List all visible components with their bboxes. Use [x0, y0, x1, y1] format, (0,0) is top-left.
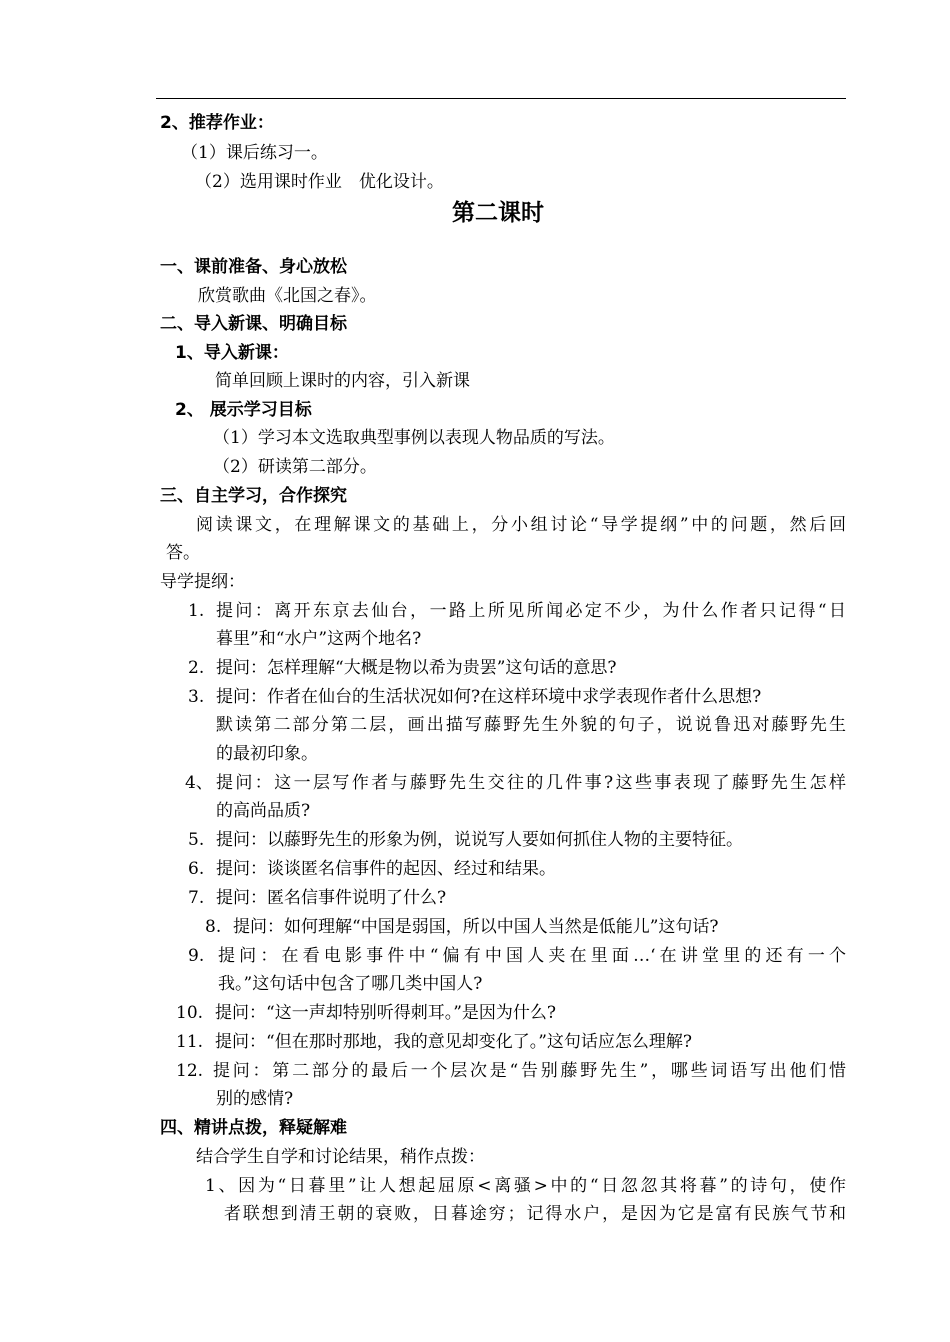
question-6-number: 6.	[188, 859, 205, 879]
question-3-number: 3.	[188, 687, 205, 707]
section-3-intro-line-2: 答。	[166, 543, 200, 563]
question-9-line-2: 我。”这句话中包含了哪几类中国人?	[218, 974, 483, 994]
section-2-sub-2: 2、 展示学习目标	[175, 400, 312, 420]
question-5: 提问：以藤野先生的形象为例，说说写人要如何抓住人物的主要特征。	[216, 830, 743, 850]
question-3-line-1: 提问：作者在仙台的生活状况如何?在这样环境中求学表现作者什么思想?	[216, 687, 762, 707]
question-12-line-2: 别的感情?	[216, 1089, 294, 1109]
question-2: 提问：怎样理解“大概是物以希为贵罢”这句话的意思?	[216, 658, 617, 678]
section-3-heading: 三、自主学习，合作探究	[160, 486, 347, 506]
header-rule	[156, 98, 846, 99]
goal-1: （1）学习本文选取典型事例以表现人物品质的写法。	[213, 428, 615, 448]
section-1-text: 欣赏歌曲《北国之春》。	[198, 286, 377, 306]
question-1-line-2: 暮里”和“水户”这两个地名?	[216, 629, 422, 649]
question-6: 提问：谈谈匿名信事件的起因、经过和结果。	[216, 859, 556, 879]
section-4-intro: 结合学生自学和讨论结果，稍作点拨：	[196, 1147, 485, 1167]
question-4-line-1: 提问：这一层写作者与藤野先生交往的几件事?这些事表现了藤野先生怎样	[216, 773, 846, 793]
section-3-intro-line-1: 阅读课文，在理解课文的基础上，分小组讨论“导学提纲”中的问题，然后回	[196, 515, 846, 535]
question-11-number: 11.	[176, 1032, 204, 1052]
question-7-number: 7.	[188, 888, 205, 908]
question-9-line-1: 提问：在看电影事件中“偏有中国人夹在里面…‘在讲堂里的还有一个	[218, 946, 846, 966]
homework-item-1: （1）课后练习一。	[181, 143, 328, 163]
section-2-sub-1-text: 简单回顾上课时的内容，引入新课	[215, 371, 470, 391]
question-10: 提问：“这一声却特别听得刺耳。”是因为什么?	[215, 1003, 556, 1023]
section-2-heading: 二、导入新课、明确目标	[160, 314, 347, 334]
question-3-line-3: 的最初印象。	[216, 744, 318, 764]
question-8: 提问：如何理解“中国是弱国，所以中国人当然是低能儿”这句话?	[233, 917, 719, 937]
question-1-line-1: 提问：离开东京去仙台，一路上所见所闻必定不少，为什么作者只记得“日	[216, 601, 846, 621]
homework-heading: 2、推荐作业：	[160, 113, 274, 133]
question-4-line-2: 的高尚品质?	[216, 801, 311, 821]
goal-2: （2）研读第二部分。	[213, 457, 377, 477]
question-5-number: 5.	[188, 830, 205, 850]
question-10-number: 10.	[176, 1003, 204, 1023]
question-12-number: 12.	[176, 1061, 204, 1081]
homework-item-2: （2）选用课时作业 优化设计。	[195, 172, 444, 192]
point-1-line-2: 者联想到清王朝的衰败，日暮途穷；记得水户，是因为它是富有民族气节和	[224, 1204, 846, 1224]
question-7: 提问：匿名信事件说明了什么?	[216, 888, 447, 908]
section-4-heading: 四、精讲点拨，释疑解难	[160, 1118, 347, 1138]
question-3-line-2: 默读第二部分第二层，画出描写藤野先生外貌的句子，说说鲁迅对藤野先生	[216, 715, 846, 735]
question-11: 提问：“但在那时那地，我的意见却变化了。”这句话应怎么理解?	[215, 1032, 692, 1052]
question-9-number: 9.	[188, 946, 205, 966]
question-8-number: 8.	[205, 917, 222, 937]
point-1-line-1: 1、因为“日暮里”让人想起屈原<离骚>中的“日忽忽其将暮”的诗句，使作	[205, 1176, 846, 1196]
question-1-number: 1.	[188, 601, 205, 621]
section-2-sub-1: 1、导入新课：	[175, 343, 289, 363]
question-12-line-1: 提问：第二部分的最后一个层次是“告别藤野先生”，哪些词语写出他们惜	[213, 1061, 846, 1081]
outline-label: 导学提纲：	[160, 572, 245, 592]
section-1-heading: 一、课前准备、身心放松	[160, 257, 347, 277]
lesson-title: 第二课时	[452, 200, 544, 226]
question-2-number: 2.	[188, 658, 205, 678]
question-4-number: 4、	[185, 773, 213, 793]
